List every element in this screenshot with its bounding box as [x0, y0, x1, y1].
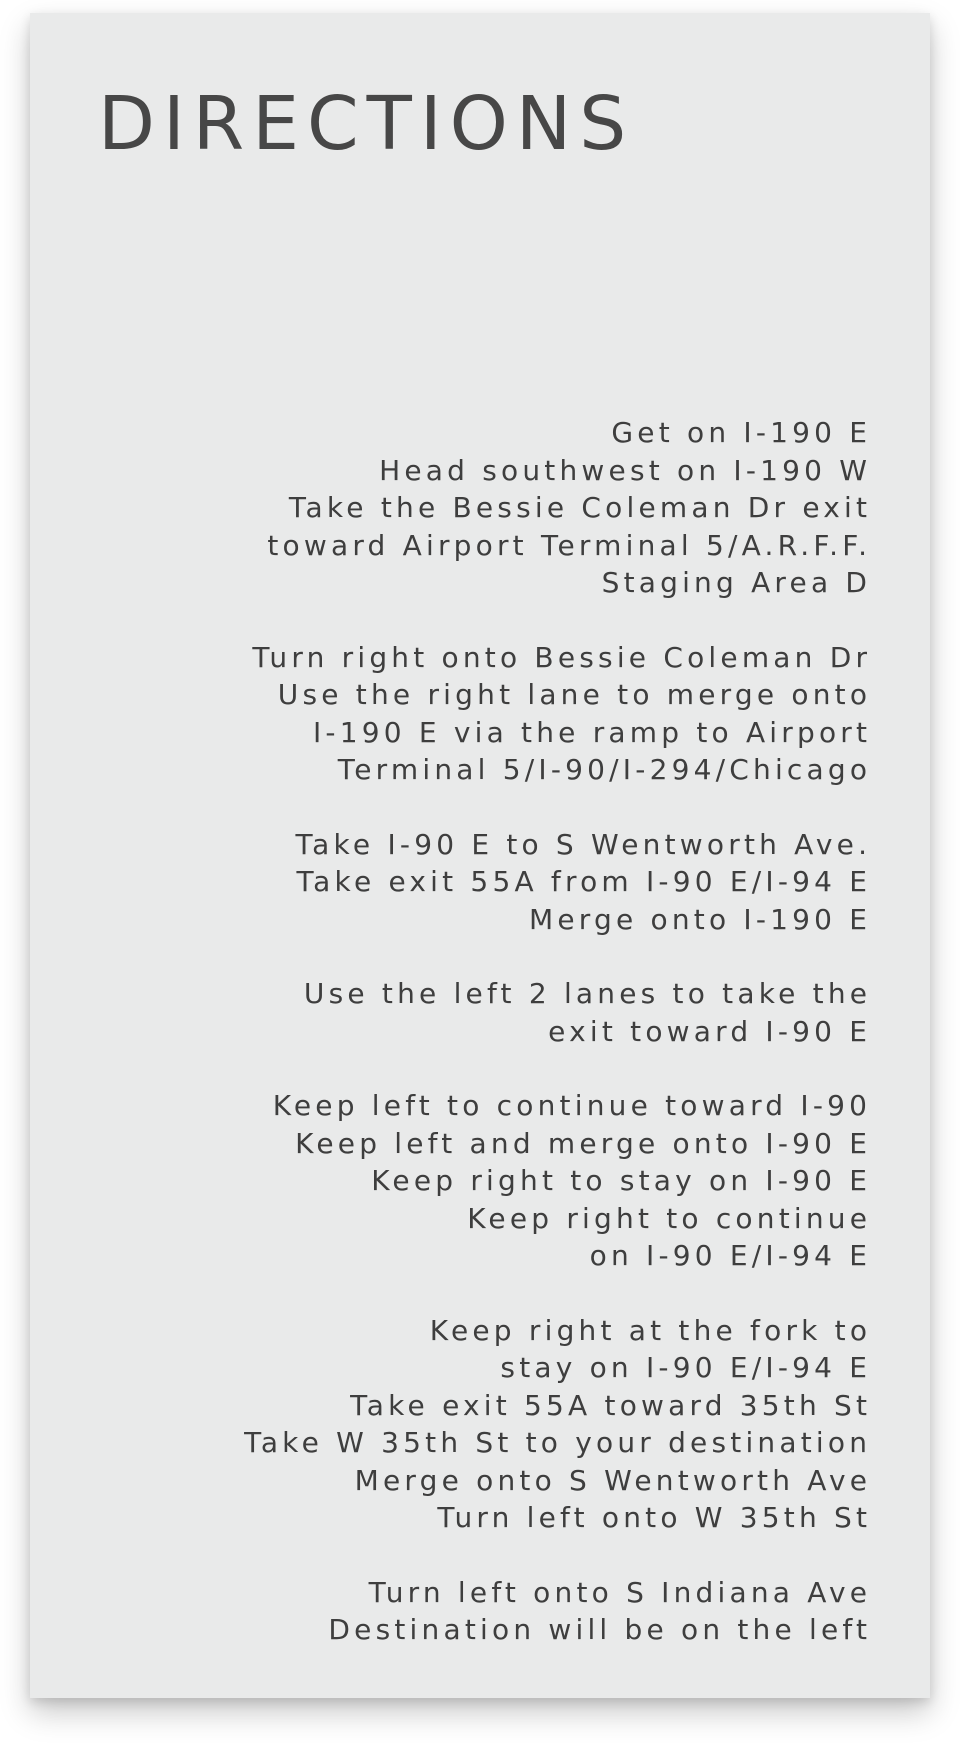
direction-line: Merge onto S Wentworth Ave [354, 1463, 872, 1497]
direction-line: Keep right to continue [467, 1201, 872, 1235]
direction-line: on I-90 E/I-94 E [589, 1239, 872, 1272]
direction-line: toward Airport Terminal 5/A.R.F.F. [267, 528, 872, 562]
direction-group [244, 826, 872, 939]
direction-line: Keep right at the fork to [429, 1313, 872, 1347]
direction-line: Take the Bessie Coleman Dr exit [288, 491, 872, 524]
direction-line: Take W 35th St to your destination [244, 1426, 872, 1459]
direction-group [244, 639, 872, 789]
direction-line: Staging Area D [601, 566, 872, 599]
direction-group [244, 1574, 872, 1649]
direction-line: Take I-90 E to S Wentworth Ave. [295, 827, 872, 861]
direction-line: Take exit 55A toward 35th St [350, 1388, 872, 1422]
direction-group [244, 1312, 872, 1537]
direction-line: I-190 E via the ramp to Airport [312, 715, 872, 749]
direction-line: exit toward I-90 E [548, 1014, 872, 1048]
direction-line: Keep left to continue toward I-90 [272, 1089, 872, 1122]
page-title: DIRECTIONS [98, 81, 635, 167]
direction-line: Use the left 2 lanes to take the [303, 977, 872, 1010]
directions-list [244, 414, 872, 1686]
direction-line: Take exit 55A from I-90 E/I-94 E [296, 865, 872, 898]
direction-line: Get on I-190 E [611, 416, 872, 449]
direction-line: stay on I-90 E/I-94 E [500, 1351, 872, 1384]
direction-group [244, 1087, 872, 1275]
directions-card [30, 13, 930, 1698]
direction-line: Destination will be on the left [328, 1613, 872, 1646]
direction-group [244, 975, 872, 1050]
direction-line: Turn right onto Bessie Coleman Dr [252, 640, 872, 674]
direction-line: Turn left onto S Indiana Ave [368, 1575, 872, 1609]
direction-line: Head southwest on I-190 W [379, 453, 872, 487]
direction-group [244, 414, 872, 602]
direction-line: Turn left onto W 35th St [437, 1501, 872, 1534]
direction-line: Merge onto I-190 E [528, 902, 872, 936]
direction-line: Terminal 5/I-90/I-294/Chicago [337, 753, 872, 786]
direction-line: Use the right lane to merge onto [277, 678, 872, 711]
direction-line: Keep right to stay on I-90 E [371, 1164, 872, 1197]
direction-line: Keep left and merge onto I-90 E [295, 1126, 872, 1160]
